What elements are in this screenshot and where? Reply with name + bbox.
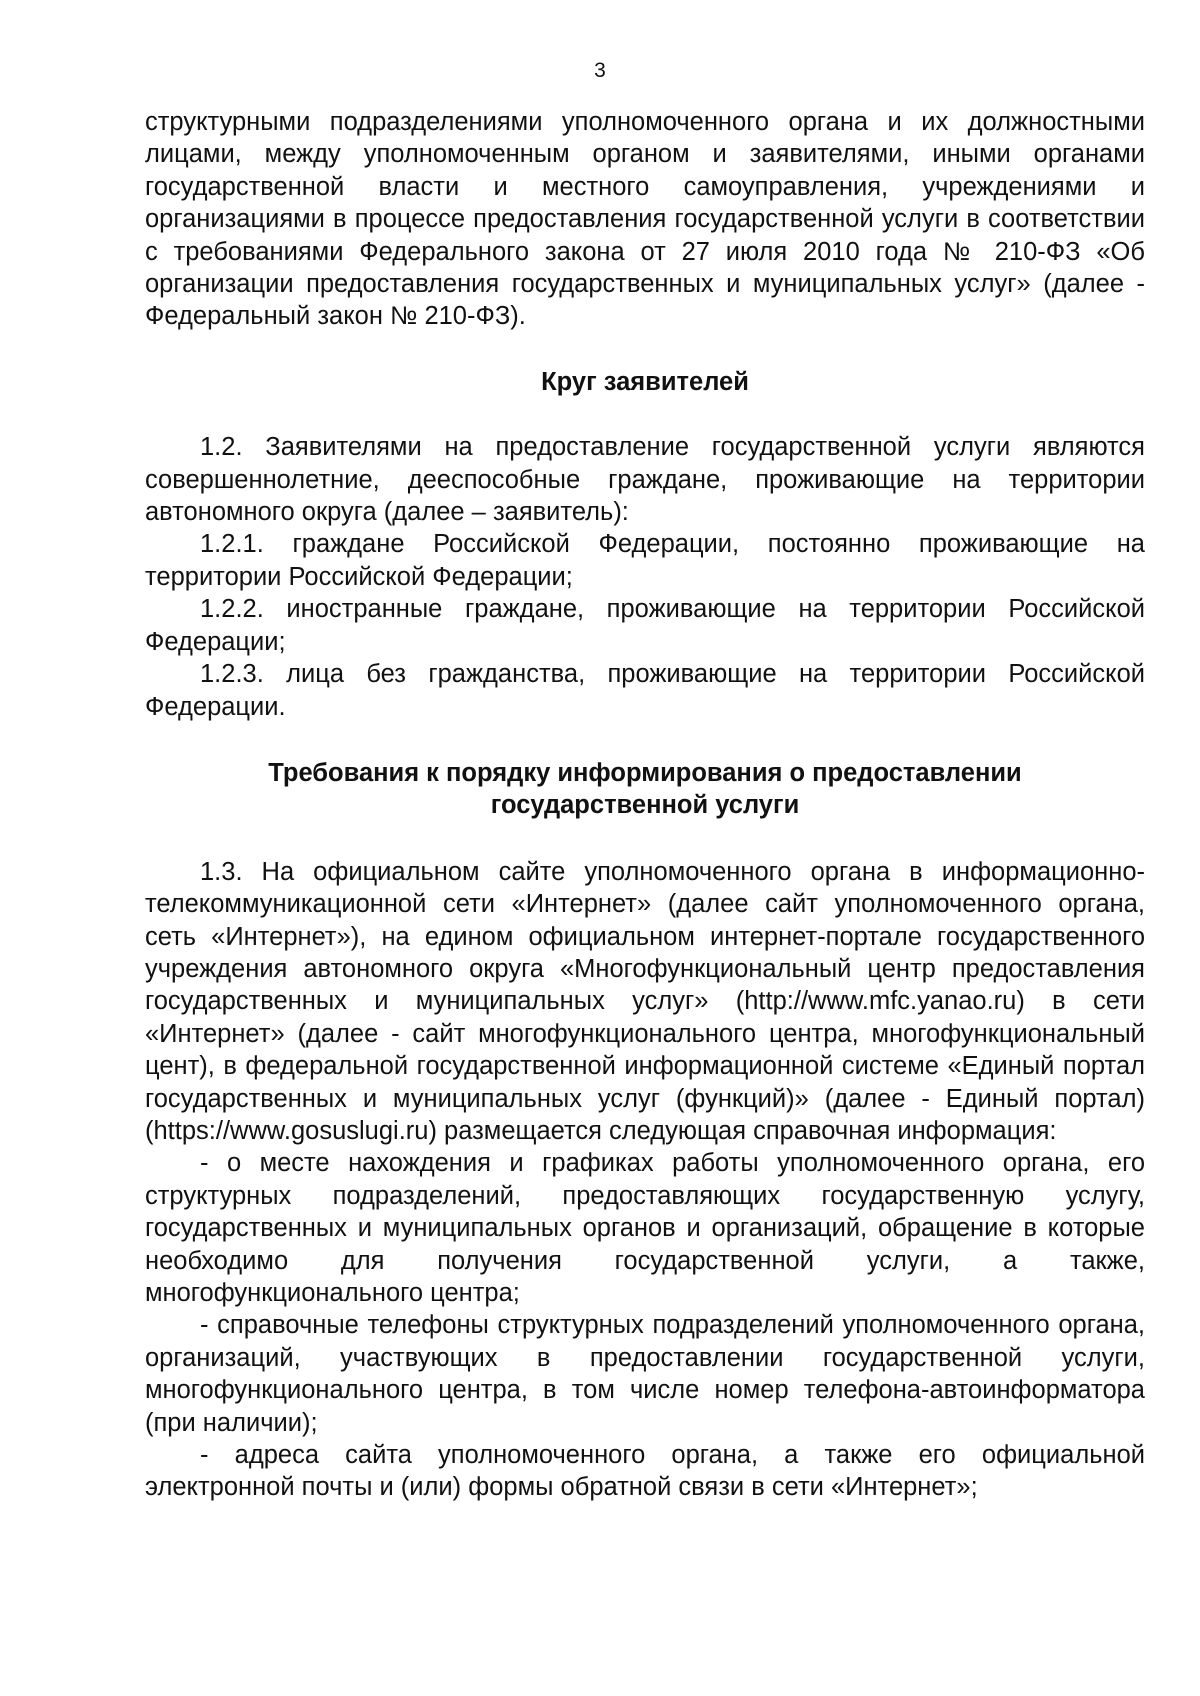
paragraph-1-2-1: 1.2.1. граждане Российской Федерации, постоянно проживающие на территории Российской Федерации; (145, 530, 1145, 591)
heading-information-requirements (145, 757, 1145, 822)
paragraph-1-2-2: 1.2.2. иностранные граждане, проживающие на территории Российской Федерации; (145, 595, 1145, 656)
heading-line-1: Требования к порядку информирования о предоставлении (268, 758, 1022, 787)
list-item-addresses: - адреса сайта уполномоченного органа, а также его официальной электронной почты и (или) формы обратной связи в сети «Интернет»; (145, 1441, 1145, 1502)
intro-paragraph: структурными подразделениями уполномоченного органа и их должностными лицами, между уполномоченным органом и заявителями, иными органами государственной власти и местного самоуправления, учреждениями и организациями в процессе предоставления государственной услуги в соответствии с требованиями Федерального закона от 27 июля 2010 года № 210-ФЗ «Об организации предоставления государственных и муниципальных услуг» (далее - Федеральный закон № 210-ФЗ). (145, 108, 1145, 331)
paragraph-1-3: 1.3. На официальном сайте уполномоченного органа в информационно-телекоммуникационной сети «Интернет» (далее сайт уполномоченного органа, сеть «Интернет»), на едином официальном интернет-портале государственного учреждения автономного округа «Многофункциональный центр предоставления государственных и муниципальных услуг» (http://www.mfc.yanao.ru) в сети «Интернет» (далее - сайт многофункционального центра, многофункциональный цент), в федеральной государственной информационной системе «Единый портал государственных и муниципальных услуг (функций)» (далее - Единый портал) (https://www.gosuslugi.ru) размещается следующая справочная информация: (145, 857, 1145, 1145)
section-information-requirements (145, 856, 1145, 1504)
heading-line-2: государственной услуги (490, 791, 800, 820)
heading-applicants: Круг заявителей (541, 367, 749, 396)
page-number: 3 (594, 59, 606, 82)
paragraph-1-2-3: 1.2.3. лица без гражданства, проживающие на территории Российской Федерации. (145, 660, 1145, 721)
list-item-phones: - справочные телефоны структурных подразделений уполномоченного органа, организаций, участвующих в предоставлении государственной услуги, многофункционального центра, в том числе номер телефона-автоинформатора (при наличии); (145, 1311, 1145, 1437)
section-applicants (145, 431, 1145, 723)
document-body (145, 106, 1145, 1504)
list-item-location: - о месте нахождения и графиках работы уполномоченного органа, его структурных подразделений, предоставляющих государственную услугу, государственных и муниципальных органов и организаций, обращение в которые необходимо для получения государственной услуги, а также, многофункционального центра; (145, 1149, 1145, 1307)
paragraph-1-2: 1.2. Заявителями на предоставление государственной услуги являются совершеннолетние, дееспособные граждане, проживающие на территории автономного округа (далее – заявитель): (145, 433, 1145, 527)
